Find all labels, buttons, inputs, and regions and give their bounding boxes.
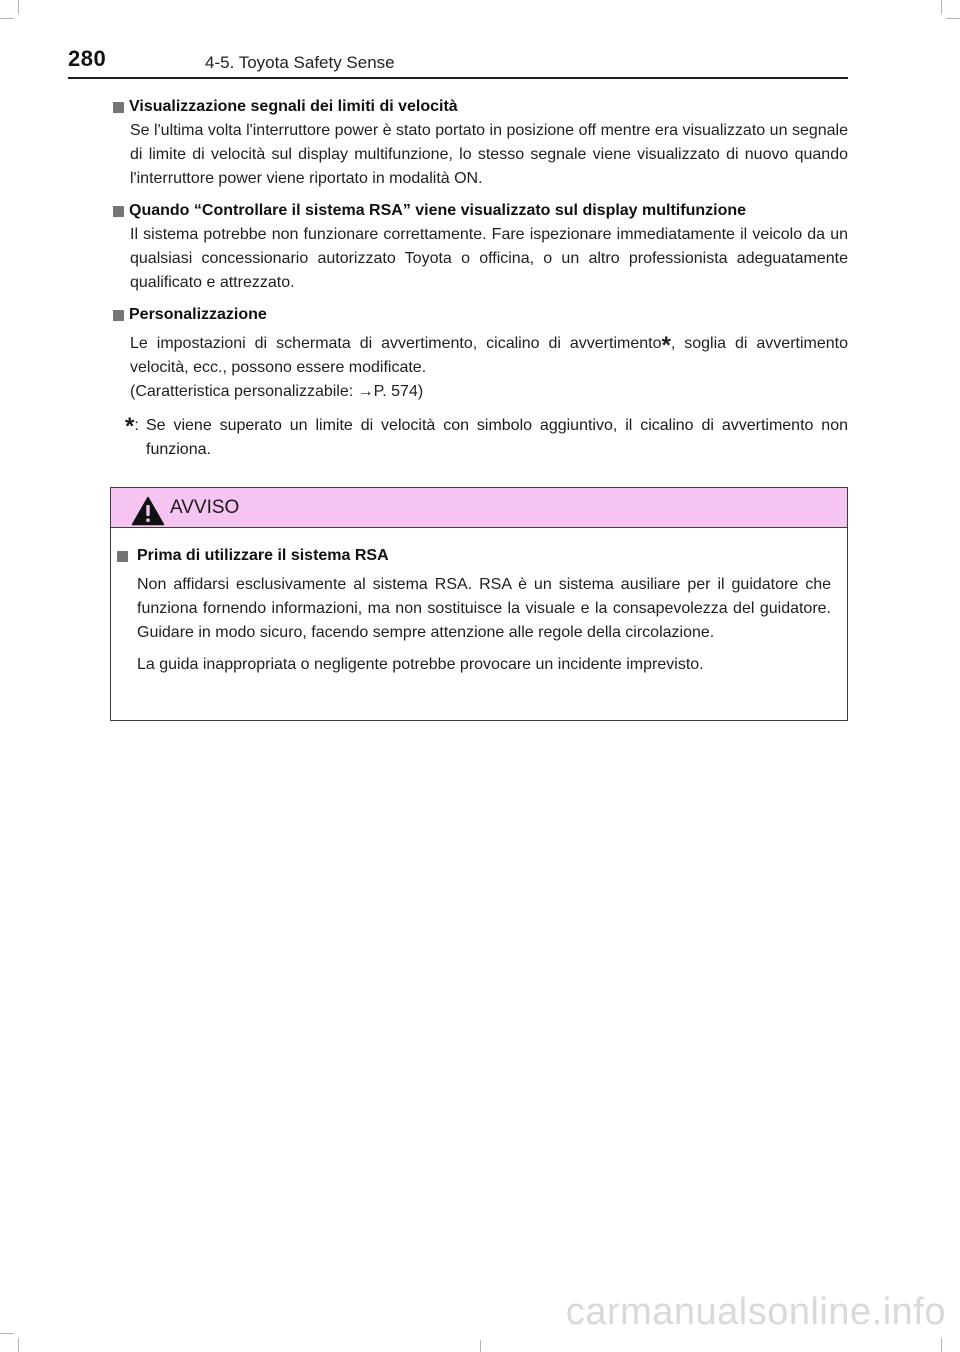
warning-header (111, 488, 847, 528)
section-rsa-check (112, 199, 848, 295)
footnote: *: Se viene superato un limite di velocità con simbolo aggiuntivo, il cicalino di avvertimento non funziona. (125, 413, 848, 458)
crop-mark (0, 1333, 14, 1334)
page-reference-link[interactable]: P. 574) (373, 383, 424, 400)
square-bullet-icon (113, 206, 124, 217)
paragraph: Se l'ultima volta l'interruttore power è stato portato in posizione off mentre era visualizzato un segnale di limite di velocità sul display multifunzione, lo stesso segnale viene visualizzato di nuovo quando l'interruttore power viene riportato in modalità ON. (130, 122, 848, 187)
crop-mark (946, 18, 960, 19)
warning-box (110, 487, 848, 721)
section-speed-signs (112, 95, 848, 191)
arrow-right-icon: → (357, 383, 374, 400)
page-header (68, 40, 848, 80)
main-content (112, 95, 848, 462)
square-bullet-icon (117, 551, 128, 562)
crop-mark (18, 0, 19, 14)
square-bullet-icon (113, 102, 124, 113)
crop-mark (0, 18, 14, 19)
asterisk: * (661, 332, 671, 359)
crop-mark (18, 1338, 19, 1352)
warning-paragraph: Non affidarsi esclusivamente al sistema RSA. RSA è un sistema ausiliare per il guidatore che funziona fornendo informazioni, ma non sostituisce la visuale e la consapevolezza del guidatore. Guidare in modo sicuro, facendo sempre attenzione alle regole della circolazione. (137, 576, 831, 641)
crop-mark (480, 1340, 481, 1352)
paragraph: Il sistema potrebbe non funzionare correttamente. Fare ispezionare immediatamente il veicolo da un qualsiasi concessionario autorizzato Toyota o officina, o un altro professionista adeguatamente qualificato e attrezzato. (130, 226, 848, 291)
warning-paragraph: La guida inappropriata o negligente potrebbe provocare un incidente imprevisto. (137, 656, 704, 673)
warning-body (111, 544, 831, 677)
item-title: Personalizzazione (112, 303, 848, 327)
header-rule (68, 77, 848, 79)
page-number: 280 (68, 46, 107, 71)
watermark: carmanualsonline.info (565, 1291, 946, 1333)
section-title: 4-5. Toyota Safety Sense (205, 53, 395, 72)
section-customization (112, 303, 848, 404)
item-title: Visualizzazione segnali dei limiti di velocità (112, 95, 848, 119)
item-title: Quando “Controllare il sistema RSA” viene visualizzato sul display multifunzione (112, 199, 848, 223)
warning-triangle-icon (131, 496, 165, 526)
paragraph: Le impostazioni di schermata di avvertimento, cicalino di avvertimento*, soglia di avvertimento velocità, ecc., possono essere modificate. (Caratteristica personalizzabile: →P. 574) (130, 332, 848, 400)
square-bullet-icon (113, 310, 124, 321)
crop-mark (941, 0, 942, 14)
crop-mark (941, 1338, 942, 1352)
asterisk: * (125, 413, 135, 440)
warning-title: Prima di utilizzare il sistema RSA (111, 544, 831, 568)
warning-label: AVVISO (170, 497, 240, 518)
